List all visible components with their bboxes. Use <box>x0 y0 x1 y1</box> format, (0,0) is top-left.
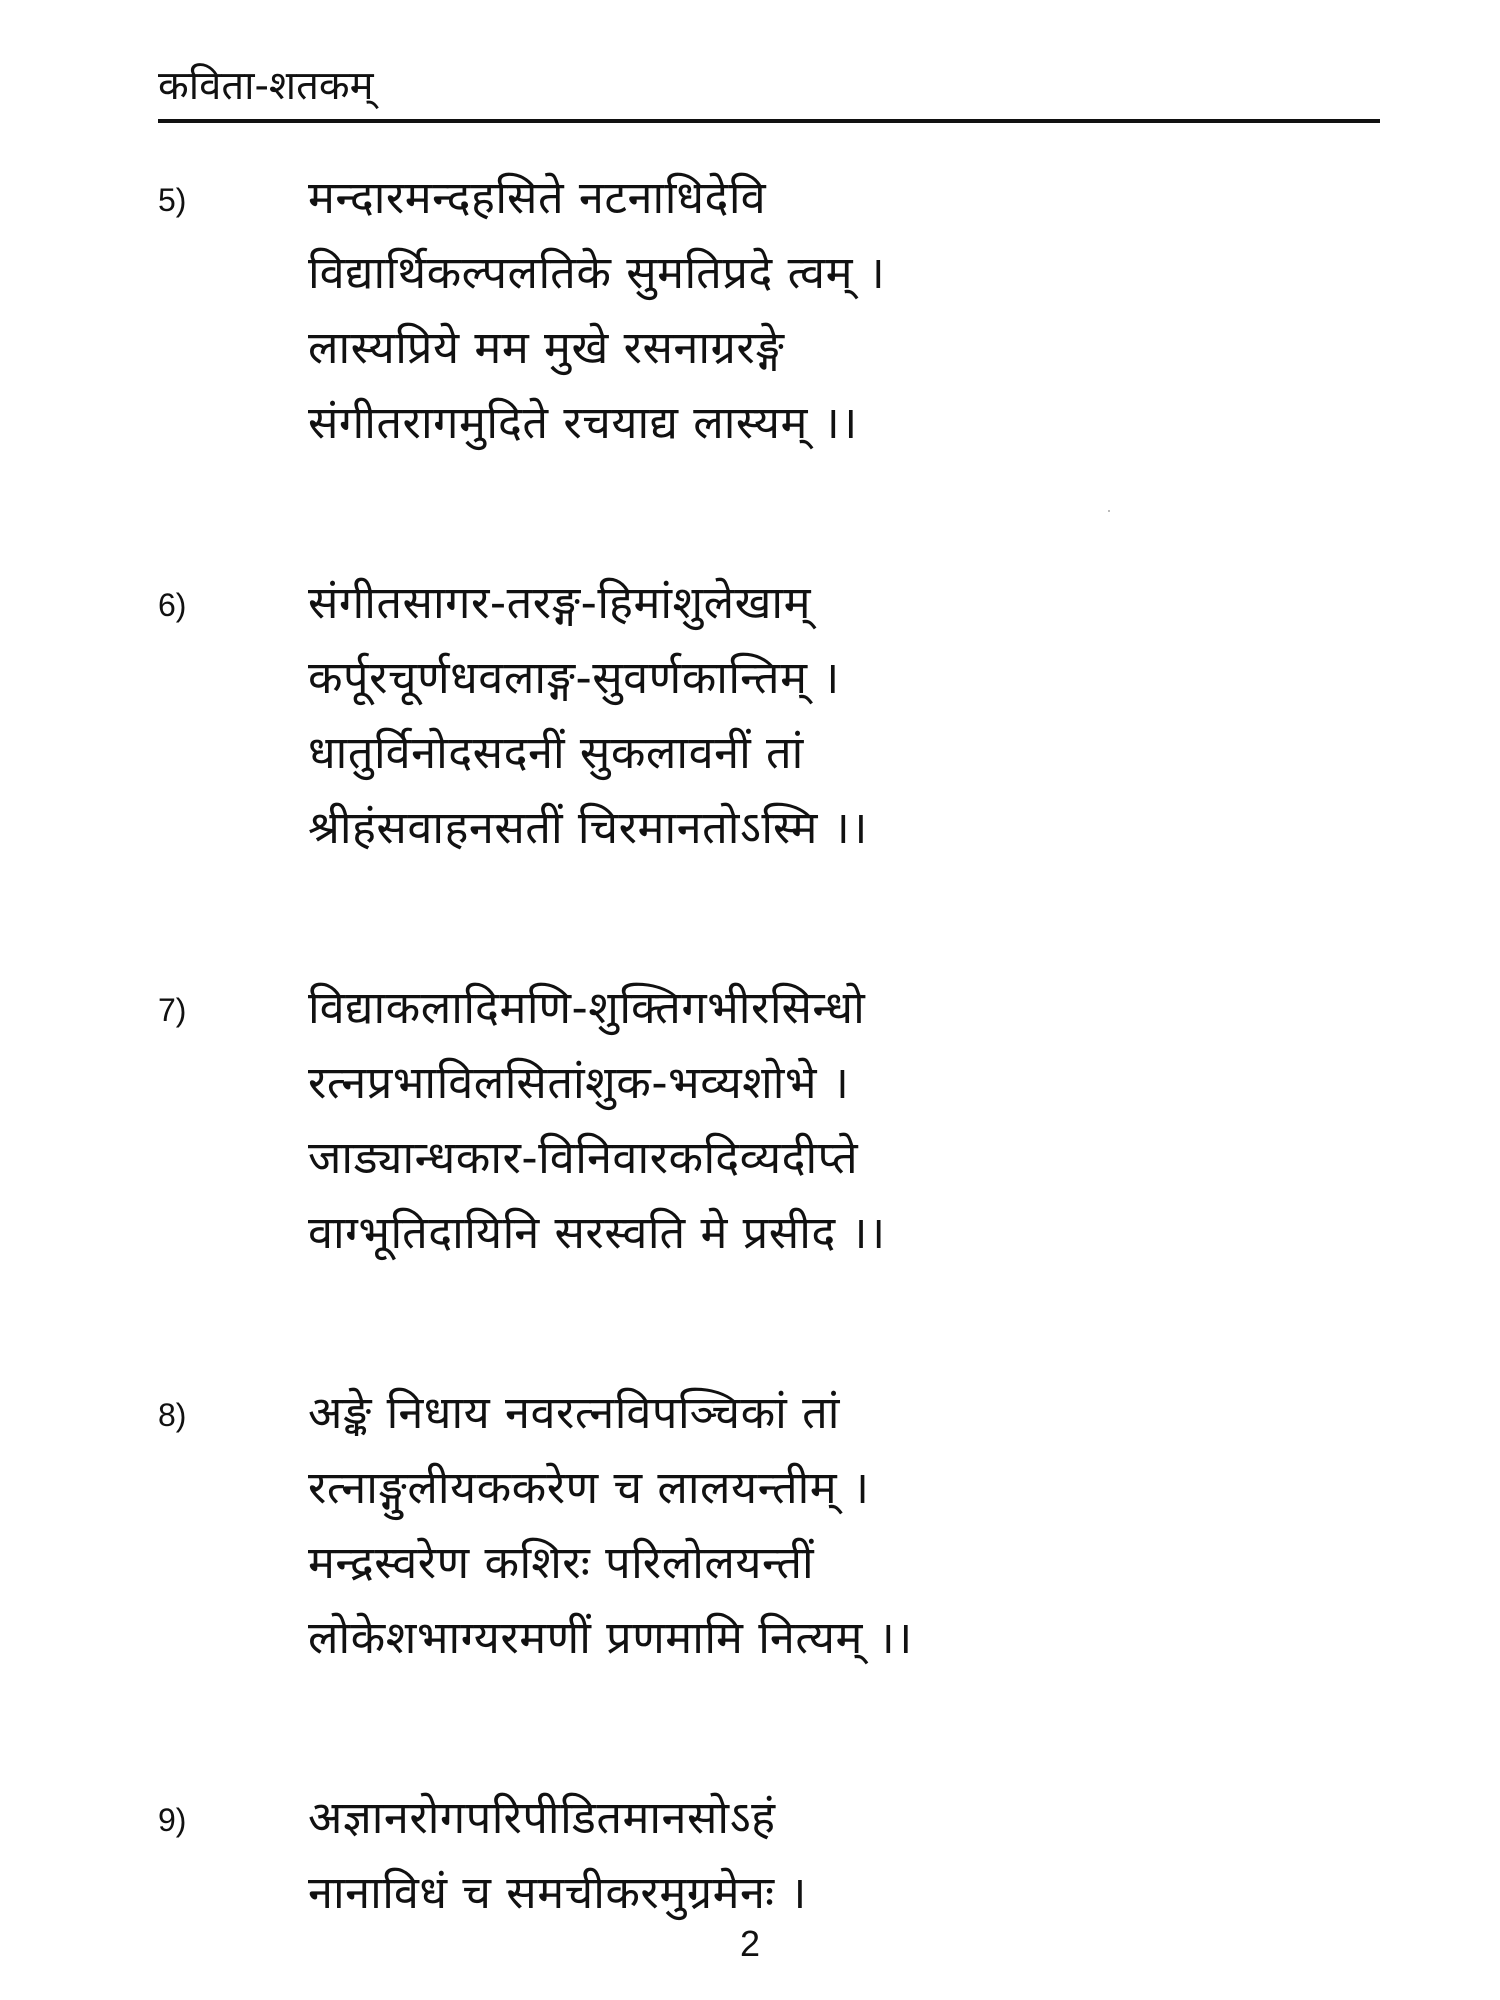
verse-line: अङ्के निधाय नवरत्नविपञ्चिकां तां <box>308 1386 840 1439</box>
verse-line: रत्नाङ्गुलीयककरेण च लालयन्तीम् । <box>308 1461 870 1514</box>
scan-speck <box>1108 510 1110 512</box>
verse-line: विद्यार्थिकल्पलतिके सुमतिप्रदे त्वम् । <box>308 246 886 299</box>
verse-lines <box>308 1780 807 1930</box>
verse-line: लास्यप्रिये मम मुखे रसनाग्ररङ्गे <box>308 321 785 374</box>
verse-line: लोकेशभाग्यरमणीं प्रणमामि नित्यम् ।। <box>308 1611 913 1664</box>
verse-line: कर्पूरचूर्णधवलाङ्ग-सुवर्णकान्तिम् । <box>308 651 840 704</box>
verse-number: 5) <box>158 182 187 218</box>
verse-line: नानाविधं च समचीकरमुग्रमेनः । <box>308 1866 807 1919</box>
verse-line: संगीतसागर-तरङ्ग-हिमांशुलेखाम् <box>308 576 811 629</box>
verse-lines <box>308 160 885 460</box>
verse-line: जाड्यान्धकार-विनिवारकदिव्यदीप्ते <box>308 1131 859 1184</box>
verse-line: धातुर्विनोदसदनीं सुकलावनीं तां <box>308 726 804 779</box>
verse-lines <box>308 970 886 1270</box>
verse-line: संगीतरागमुदिते रचयाद्य लास्यम् ।। <box>308 396 858 449</box>
verse-line: श्रीहंसवाहनसतीं चिरमानतोऽस्मि ।। <box>308 801 868 854</box>
verse-line: रत्नप्रभाविलसितांशुक-भव्यशोभे । <box>308 1056 850 1109</box>
verse-line: वाग्भूतिदायिनि सरस्वति मे प्रसीद ।। <box>308 1206 886 1259</box>
verse-line: मन्द्रस्वरेण कशिरः परिलोलयन्तीं <box>308 1536 815 1589</box>
verse-number: 6) <box>158 587 187 623</box>
verse-number: 7) <box>158 992 187 1028</box>
header-rule <box>158 119 1380 123</box>
running-header: कविता-शतकम् <box>158 63 374 109</box>
verse-line: अज्ञानरोगपरिपीडितमानसोऽहं <box>308 1791 776 1844</box>
verse-line: विद्याकलादिमणि-शुक्तिगभीरसिन्धो <box>308 981 866 1034</box>
verse-lines <box>308 565 868 865</box>
page-number: 2 <box>739 1923 761 1964</box>
verse-lines <box>308 1375 913 1675</box>
verse-line: मन्दारमन्दहसिते नटनाधिदेवि <box>308 171 767 224</box>
verse-number: 8) <box>158 1397 187 1433</box>
verse-number: 9) <box>158 1802 187 1838</box>
